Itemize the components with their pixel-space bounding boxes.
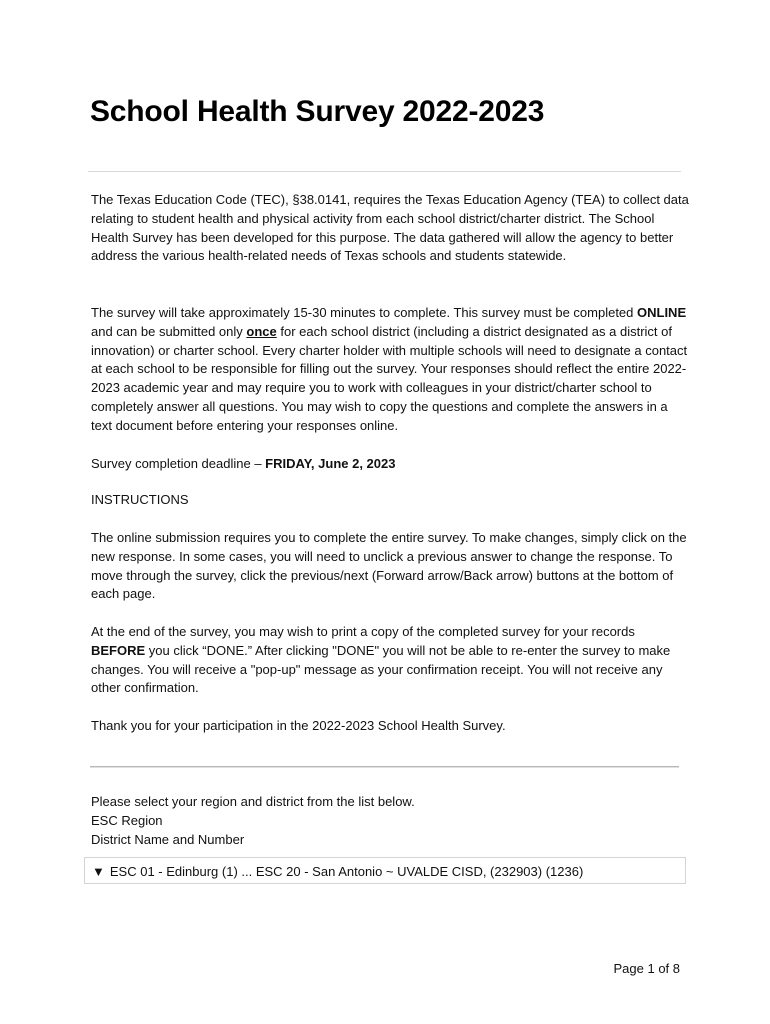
dropdown-arrow-icon: ▼ <box>92 864 105 879</box>
top-divider <box>88 171 681 172</box>
page-number: Page 1 of 8 <box>613 961 680 976</box>
print-paragraph: At the end of the survey, you may wish to print a copy of the completed survey for your records BEFORE you click “DONE.” After clicking "DONE" you will not be able to re-enter the survey to make changes. You will receive a "pop-up" message as your confirmation receipt. You will not receive any other confirmation. <box>91 624 671 696</box>
deadline-value: FRIDAY, June 2, 2023 <box>265 456 396 471</box>
instructions-paragraph: The online submission requires you to complete the entire survey. To make changes, simply click on the new response. In some cases, you will need to unclick a previous answer to change the response. To move through the survey, click the previous/next (Forward arrow/Back arrow) buttons at the bottom of each page. <box>91 530 687 602</box>
selection-block <box>91 793 691 849</box>
deadline-line <box>91 455 691 474</box>
district-label: District Name and Number <box>91 831 245 847</box>
instructions-heading: INSTRUCTIONS <box>91 492 189 507</box>
page-title: School Health Survey 2022-2023 <box>90 95 545 128</box>
thank-you-paragraph: Thank you for your participation in the 2022-2023 School Health Survey. <box>91 718 506 733</box>
dropdown-selected-value: ESC 01 - Edinburg (1) ... ESC 20 - San Antonio ~ UVALDE CISD, (232903) (1236) <box>109 864 584 879</box>
online-emphasis: ONLINE <box>637 305 687 320</box>
selection-prompt: Please select your region and district from the list below. <box>91 794 415 809</box>
survey-duration-paragraph: The survey will take approximately 15-30 minutes to complete. This survey must be completed ONLINE and can be submitted only once for each school district (including a district designated as a district of innovation) or charter school. Every charter holder with multiple schools will need to designate a contact at each school to be responsible for filling out the survey. Your responses should reflect the entire 2022-2023 academic year and may require you to work with colleagues in your district/charter school to completely answer all questions. You may wish to copy the questions and complete the answers in a text document before entering your responses online. <box>91 305 688 433</box>
section-divider <box>90 766 679 768</box>
district-dropdown[interactable] <box>84 857 686 884</box>
intro-paragraph: The Texas Education Code (TEC), §38.0141, requires the Texas Education Agency (TEA) to collect data relating to student health and physical activity from each school district/charter district. The School Health Survey has been developed for this purpose. The data gathered will allow the agency to better address the various health-related needs of Texas schools and students statewide. <box>91 192 689 264</box>
once-emphasis: once <box>246 323 277 339</box>
before-emphasis: BEFORE <box>91 642 146 658</box>
region-label: ESC Region <box>91 812 163 828</box>
deadline-label: Survey completion deadline – <box>91 456 266 471</box>
